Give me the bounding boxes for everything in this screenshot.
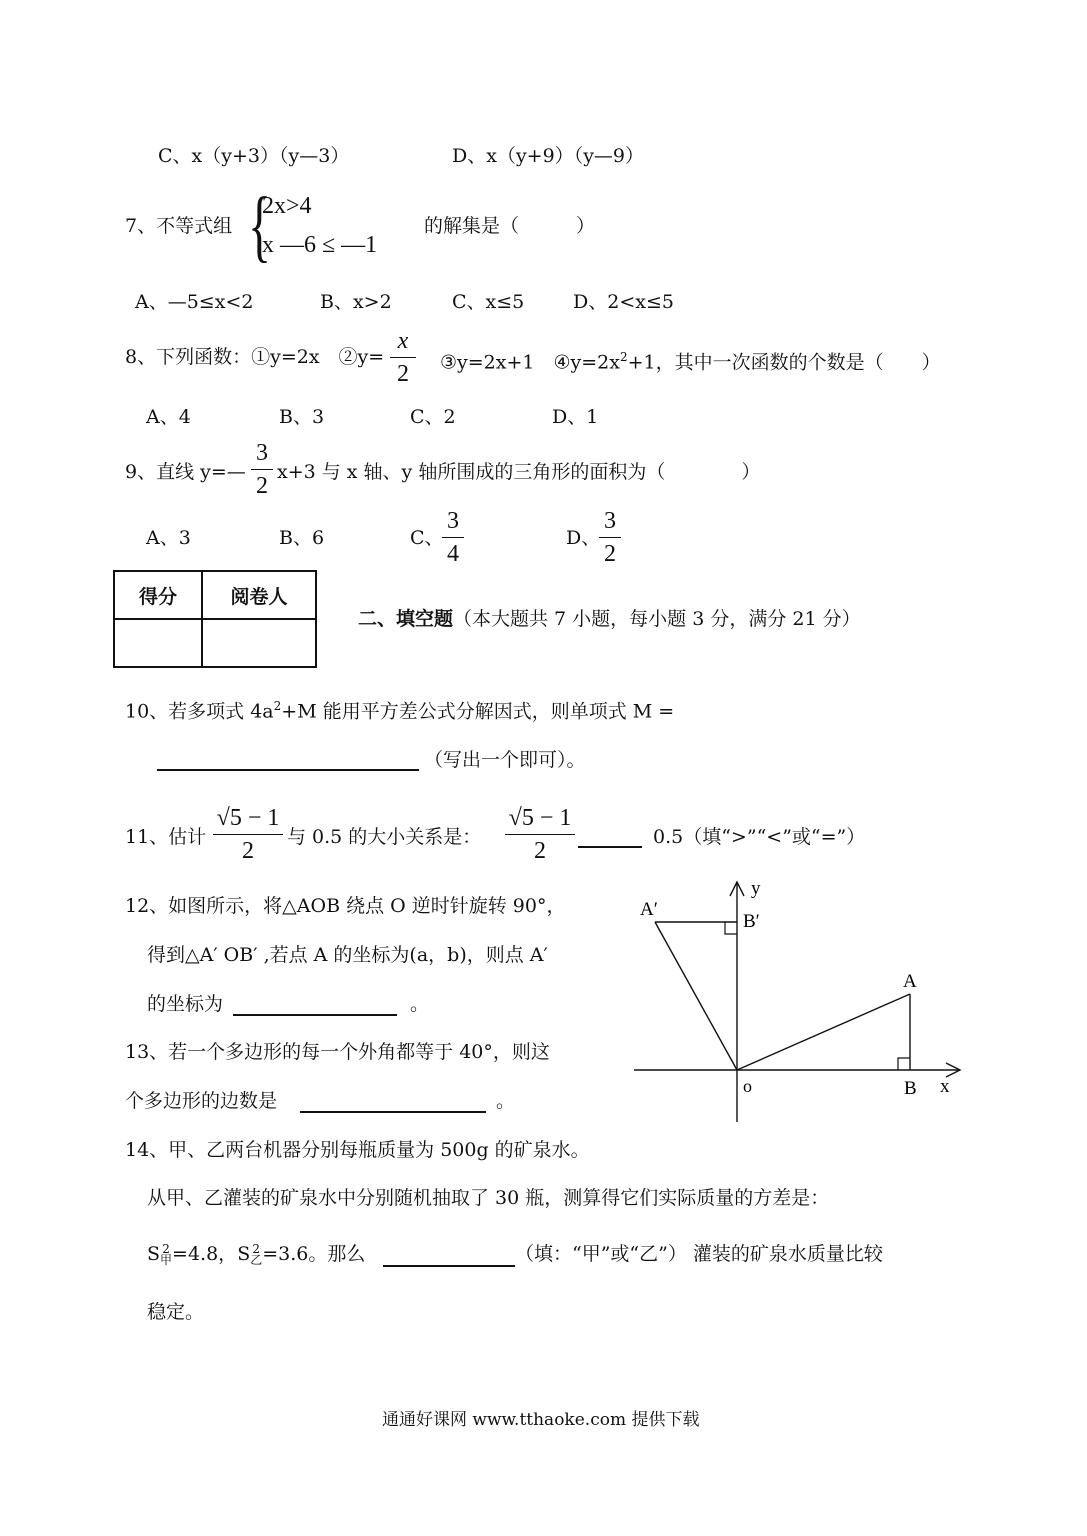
score-cell[interactable]: [114, 619, 202, 667]
q8-text2-wrap: [440, 345, 941, 374]
q13-line2: 个多边形的边数是: [125, 1090, 278, 1112]
label-y: y: [751, 878, 761, 899]
q7-option-b: B、x>2: [320, 291, 392, 313]
q11-frac-num-a: √5 − 1: [216, 805, 280, 831]
section2-heading: [358, 607, 861, 631]
label-a: A: [903, 971, 917, 992]
q8-option-d: D、1: [552, 406, 599, 428]
q11-fraction-a: [213, 805, 283, 864]
q8-frac-num: x: [397, 328, 409, 354]
label-o: o: [743, 1076, 752, 1096]
q8-text1: 8、下列函数：①y=2x ②y=: [125, 346, 385, 368]
q12-line3: 的坐标为: [147, 993, 224, 1015]
q9-text1: 9、直线 y=—: [125, 461, 246, 483]
score-header: 得分: [114, 571, 202, 619]
q6-option-d: D、x（y+9）（y—9）: [452, 145, 645, 167]
q11-frac-bar-b: [505, 834, 575, 835]
q8-frac-den: 2: [397, 361, 409, 387]
q13-end: 。: [496, 1090, 516, 1112]
right-angle-b: [898, 1058, 910, 1070]
q9-option-a: A、3: [146, 527, 191, 549]
q14-s2-sub: 乙: [250, 1253, 263, 1267]
q12-line1: 12、如图所示，将△AOB 绕点 O 逆时针旋转 90°，: [125, 895, 566, 917]
q9-option-c-den: 4: [447, 541, 459, 567]
q13-line1: 13、若一个多边形的每一个外角都等于 40°，则这: [125, 1041, 550, 1063]
q9-option-c-bar: [442, 537, 464, 538]
q14-answer-blank[interactable]: [383, 1265, 515, 1267]
q10-answer-blank[interactable]: [157, 769, 419, 771]
q9-option-d-num: 3: [604, 508, 616, 534]
q12-end: 。: [410, 993, 430, 1015]
q9-text2: x+3 与 x 轴、y 轴所围成的三角形的面积为（ ）: [277, 461, 761, 483]
q12-answer-blank[interactable]: [233, 1014, 397, 1016]
q9-option-c-frac: [442, 508, 464, 567]
q11-frac-den-b: 2: [534, 838, 546, 864]
q9-frac-num: 3: [256, 440, 268, 466]
q12-line2: 得到△A′ OB′ ,若点 A 的坐标为(a，b)，则点 A′: [147, 944, 548, 966]
q9-frac-den: 2: [256, 473, 268, 499]
grader-cell[interactable]: [202, 619, 316, 667]
q7-brace: {: [248, 182, 272, 270]
q14-line3-tail: （填：“甲”或“乙”） 灌装的矿泉水质量比较: [515, 1243, 883, 1265]
q11-answer-blank[interactable]: [578, 846, 642, 848]
q9-option-d-frac: [599, 508, 621, 567]
q11-frac-den-a: 2: [242, 838, 254, 864]
q11-frac-num-b: √5 − 1: [508, 805, 572, 831]
q11-mid: 与 0.5 的大小关系是：: [287, 826, 482, 848]
section2-note: （本大题共 7 小题，每小题 3 分，满分 21 分）: [453, 608, 861, 630]
q7-line2: x —6 ≤ —1: [262, 232, 378, 258]
q7-option-d: D、2<x≤5: [573, 291, 674, 313]
q8-option-a: A、4: [146, 406, 191, 428]
q11-tail: 0.5（填“>”“<”或“=”）: [653, 826, 866, 848]
q14-s1-sub: 甲: [160, 1253, 173, 1267]
q8-option-c: C、2: [410, 406, 456, 428]
q14-s1-val: =4.8，: [172, 1243, 238, 1265]
q9-frac-bar: [251, 469, 273, 470]
label-b-prime: B′: [743, 911, 760, 932]
q9-fraction: [251, 440, 273, 499]
q14-s1: S: [147, 1243, 161, 1265]
q11-label: 11、估计: [125, 826, 207, 848]
q7-option-a: A、—5≤x<2: [135, 291, 254, 313]
q10-line1: [125, 694, 674, 723]
q8-fraction: [390, 328, 416, 387]
q13-answer-blank[interactable]: [300, 1111, 486, 1113]
q8-text3: +1，其中一次函数的个数是（ ）: [627, 351, 941, 374]
q7-label: 7、不等式组: [125, 215, 233, 237]
page-footer: 通通好课网 www.tthaoke.com 提供下载: [382, 1410, 700, 1430]
q14-line1: 14、甲、乙两台机器分别每瓶质量为 500g 的矿泉水。: [125, 1139, 590, 1161]
q14-line2: 从甲、乙灌装的矿泉水中分别随机抽取了 30 瓶，测算得它们实际质量的方差是：: [147, 1187, 830, 1209]
label-a-prime: A′: [640, 899, 658, 920]
q14-s2-val: =3.6。那么: [262, 1243, 366, 1265]
label-x: x: [940, 1076, 950, 1097]
section2-title: 二、填空题: [358, 608, 454, 630]
q8-text2: ③y=2x+1 ④y=2x: [440, 351, 620, 374]
q10-text1: 10、若多项式 4a: [125, 700, 274, 723]
q8-sup: 2: [620, 350, 628, 364]
q9-option-b: B、6: [279, 527, 325, 549]
q8-frac-bar: [390, 357, 416, 358]
right-angle-b-prime: [725, 922, 737, 934]
q10-tail: （写出一个即可）。: [424, 749, 586, 771]
q6-option-c: C、x（y+3）（y—3）: [158, 145, 350, 167]
label-b: B: [904, 1078, 917, 1099]
q9-option-d-den: 2: [604, 541, 616, 567]
q10-text2: +M 能用平方差公式分解因式，则单项式 M =: [281, 700, 675, 723]
segment-oa: [737, 994, 910, 1070]
q14-s2: S: [237, 1243, 251, 1265]
q7-suffix: 的解集是（ ）: [424, 215, 596, 237]
rotation-figure: [630, 870, 970, 1132]
q14-s1-sup: 2: [162, 1242, 170, 1256]
q7-option-c: C、x≤5: [452, 291, 525, 313]
q9-option-d-label: D、: [566, 527, 601, 549]
q14-line3-left: [147, 1242, 365, 1266]
q8-option-b: B、3: [279, 406, 325, 428]
q9-option-c-num: 3: [447, 508, 459, 534]
score-table: [113, 570, 317, 668]
q9-option-c-label: C、: [410, 527, 444, 549]
q11-fraction-b: [505, 805, 575, 864]
q10-sup: 2: [273, 699, 282, 713]
q7-line1: 2x>4: [262, 193, 312, 219]
grader-header: 阅卷人: [202, 571, 316, 619]
q9-option-d-bar: [599, 537, 621, 538]
q11-frac-bar-a: [213, 834, 283, 835]
q14-s2-sup: 2: [252, 1242, 261, 1256]
q14-line4: 稳定。: [147, 1301, 205, 1323]
segment-oa-prime: [655, 922, 737, 1070]
